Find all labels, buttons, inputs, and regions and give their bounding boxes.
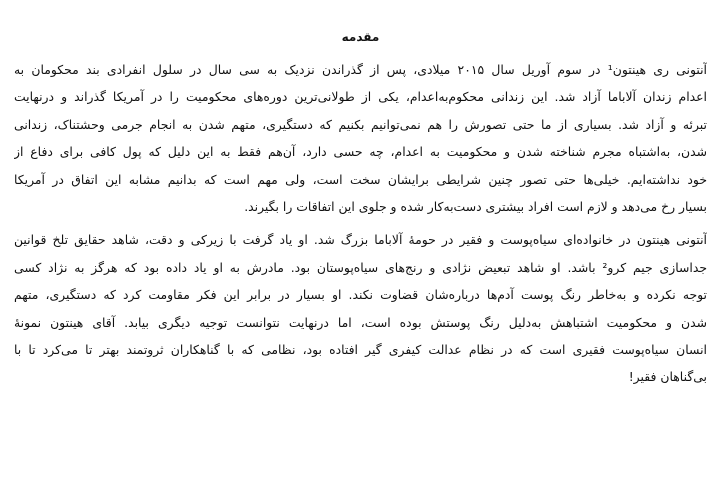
text-line: شدن و محکومیت اشتباهش به‌دلیل رنگ پوستش بوده است، اما درنهایت نتوانست توجیه دیگری بیابد. آقای هینتون نمونهٔ	[14, 314, 707, 330]
text-line: توجه نکرده و به‌خاطر رنگ پوست آدم‌ها درباره‌شان قضاوت نکند. او بسیار در برابر این فکر مقاومت کرد که دستگیری، متهم	[14, 287, 707, 303]
paragraph-2	[14, 226, 707, 390]
text-line: اعدام زندان آلاباما آزاد شد. این زندانی محکوم‌به‌اعدام، یکی از طولانی‌ترین دوره‌های محکومیت را در آمریکا گذراند و درنهایت	[14, 89, 707, 105]
paragraph-1	[14, 56, 707, 220]
text-line: شدن، به‌اشتباه مجرم شناخته شدن و محکومیت به اعدام، چه حسی دارد، آن‌هم فقط به این دلیل که پول کافی برای دفاع از	[14, 144, 707, 160]
text-line: تبرئه و آزاد شد. بسیاری از ما حتی تصورش را هم نمی‌توانیم بکنیم که دستگیری، متهم شدن به انجام جرمی وحشتناک، زندانی	[14, 116, 707, 132]
section-heading: مقدمه	[341, 30, 380, 44]
text-line: بسیار رخ می‌دهد و لازم است افراد بیشتری دست‌به‌کار شده و جلوی این اتفاقات را بگیرند.	[244, 198, 707, 214]
text-line: آنتونی هینتون در خانواده‌ای سیاه‌پوست و فقیر در حومهٔ آلاباما بزرگ شد. او یاد گرفت با زیرکی و دقت، شاهد حقایق تلخ قوانین	[14, 232, 707, 248]
text-line: بی‌گناهان فقیر!	[628, 369, 707, 385]
text-line: آنتونی ری هینتون¹ در سوم آوریل سال ۲۰۱۵ میلادی، پس از گذراندن نزدیک به سی سال در سلول انفرادی بند محکومان به	[14, 62, 707, 77]
text-line: خود نداشته‌ایم. خیلی‌ها حتی تصور چنین شرایطی برایشان سخت است، ولی مهم است که بدانیم مشابه این اتفاق در آمریکا	[14, 171, 707, 187]
text-line: جداسازی جیم کرو² باشد. او شاهد تبعیض نژادی و رنج‌های سیاه‌پوستان بود. مادرش به او یاد داده بود که هرگز به نژاد کسی	[14, 259, 707, 275]
text-line: انسان سیاه‌پوست فقیری است که در نظام عدالت کیفری گیر افتاده بود، نظامی که با گناهکاران ثروتمند بهتر تا می‌کرد تا با	[14, 341, 707, 357]
